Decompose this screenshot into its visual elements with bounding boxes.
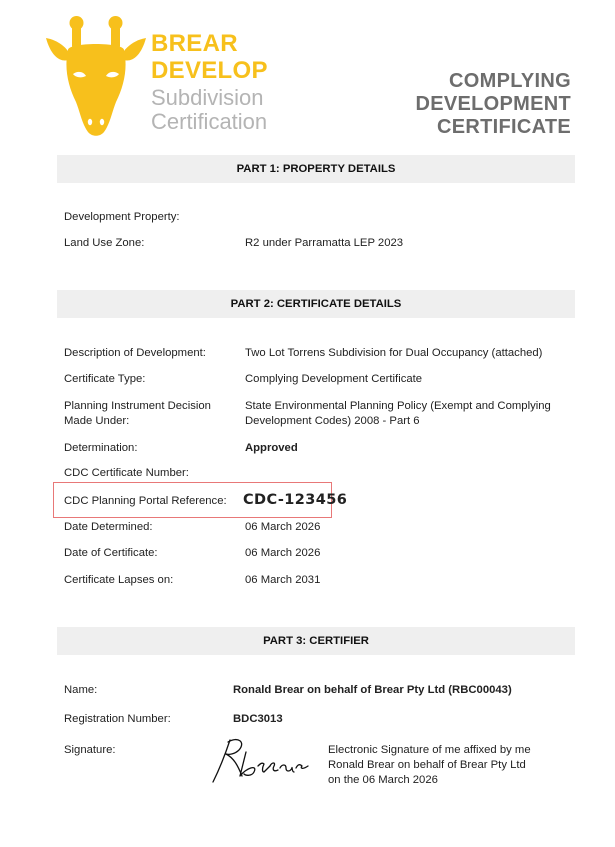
certificate-lapses-label: Certificate Lapses on:: [64, 574, 174, 586]
portal-reference-label: CDC Planning Portal Reference:: [64, 495, 227, 507]
signature-note-line2: Ronald Brear on behalf of Brear Pty Ltd: [328, 759, 526, 771]
title-line-1: COMPLYING: [449, 70, 571, 92]
registration-number-value: BDC3013: [233, 713, 283, 725]
signature-note-line3: on the 06 March 2026: [328, 774, 438, 786]
registration-number-label: Registration Number:: [64, 713, 171, 725]
part2-heading: PART 2: CERTIFICATE DETAILS: [57, 290, 575, 318]
land-use-zone-value: R2 under Parramatta LEP 2023: [245, 237, 404, 249]
certificate-type-value: Complying Development Certificate: [245, 373, 423, 385]
handwritten-signature: [208, 736, 312, 786]
title-line-2: DEVELOPMENT: [415, 93, 571, 116]
signature-label: Signature:: [64, 744, 116, 756]
certificate-type-label: Certificate Type:: [64, 373, 146, 385]
title-line-3: CERTIFICATE: [436, 116, 571, 139]
part3-heading: PART 3: CERTIFIER: [57, 627, 575, 655]
description-value: Two Lot Torrens Subdivision for Dual Occupancy (attached): [245, 347, 543, 359]
determination-label: Determination:: [64, 442, 138, 454]
brand-logo: [151, 32, 268, 133]
planning-instrument-label: [64, 399, 211, 429]
date-determined-value: 06 March 2026: [245, 521, 321, 533]
date-of-certificate-label: Date of Certificate:: [64, 547, 158, 559]
planning-instrument-value-line2: Development Codes) 2008 - Part 6: [245, 415, 420, 427]
description-label: Description of Development:: [64, 347, 206, 359]
development-property-label: Development Property:: [64, 211, 180, 223]
brand-line-2: DEVELOP: [151, 57, 268, 84]
part1-heading: PART 1: PROPERTY DETAILS: [57, 155, 575, 183]
certifier-name-value: Ronald Brear on behalf of Brear Pty Ltd (RBC00043): [233, 684, 512, 696]
date-determined-label: Date Determined:: [64, 521, 153, 533]
planning-instrument-label-line2: Made Under:: [64, 415, 130, 427]
brand-line-1: BREAR: [151, 30, 238, 57]
cdc-number-label: CDC Certificate Number:: [64, 467, 189, 479]
portal-reference-value: CDC-123456: [243, 492, 348, 508]
planning-instrument-label-line1: Planning Instrument Decision: [64, 400, 211, 412]
signature-note-line1: Electronic Signature of me affixed by me: [328, 744, 531, 756]
certificate-lapses-value: 06 March 2031: [245, 574, 321, 586]
planning-instrument-value-line1: State Environmental Planning Policy (Exempt and Complying: [245, 400, 551, 412]
planning-instrument-value: [245, 399, 575, 429]
determination-value: Approved: [245, 442, 298, 454]
date-of-certificate-value: 06 March 2026: [245, 547, 321, 559]
document-title: [415, 70, 571, 140]
giraffe-head-icon: [44, 16, 148, 140]
land-use-zone-label: Land Use Zone:: [64, 237, 145, 249]
brand-line-4: Certification: [151, 109, 268, 134]
signature-note: [328, 743, 568, 788]
brand-line-3: Subdivision: [151, 85, 264, 110]
certifier-name-label: Name:: [64, 684, 98, 696]
